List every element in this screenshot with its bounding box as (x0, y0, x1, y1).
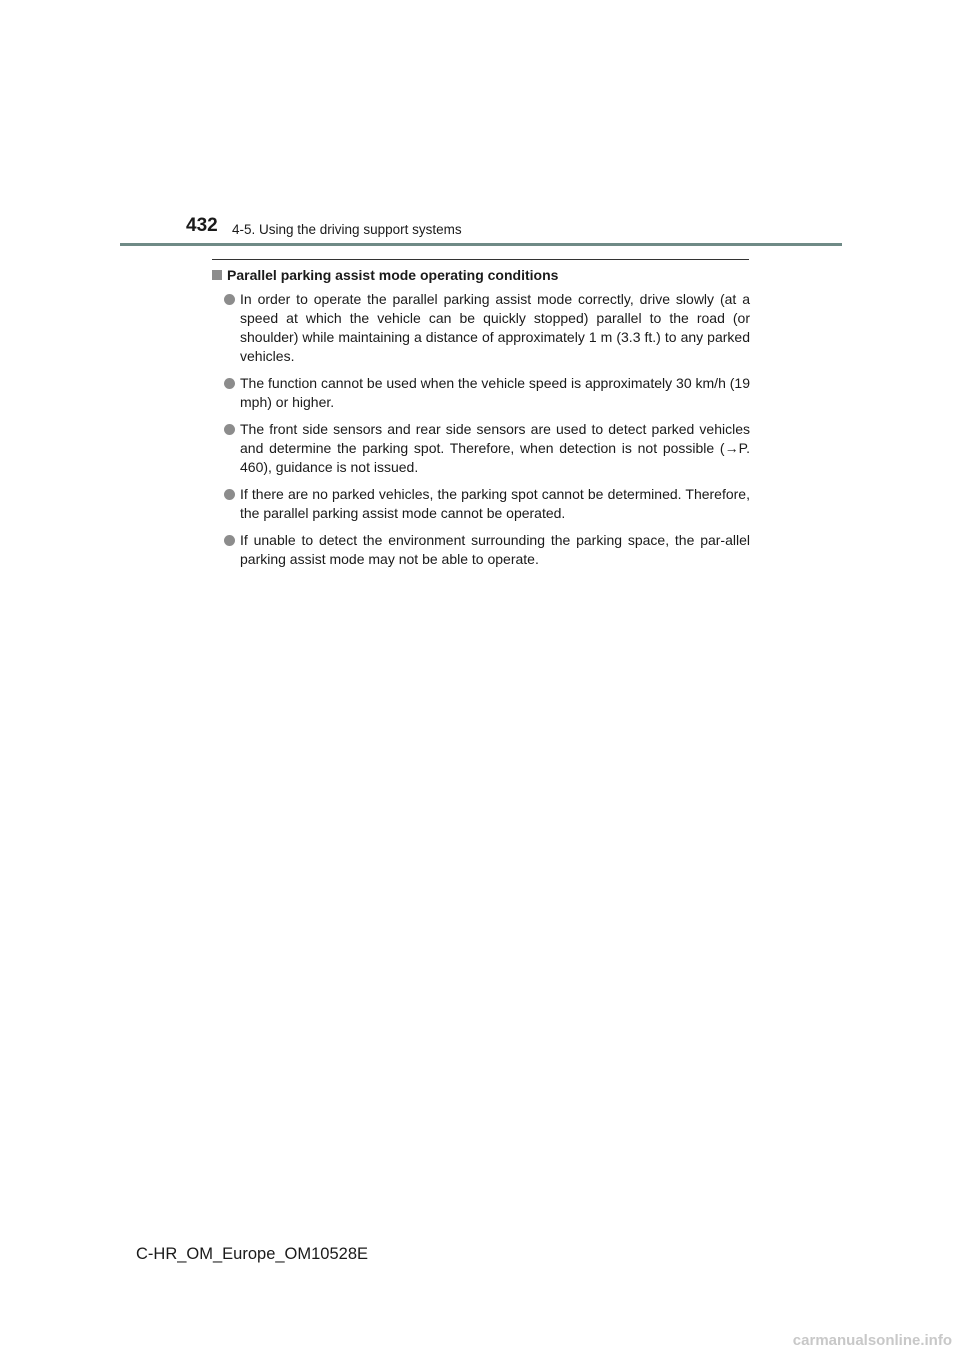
section-title: 4-5. Using the driving support systems (232, 222, 462, 237)
list-item-text: In order to operate the parallel parking assist mode correctly, drive slowly (at a speed at which the vehicle can be quickly stopped) parallel to the road (or shoulder) while maintaining a distance of approximately 1 m (3.3 ft.) to any parked vehicles. (240, 291, 750, 364)
circle-bullet-icon (224, 424, 235, 435)
list-item-text: If unable to detect the environment surrounding the parking space, the par-allel parking assist mode may not be able to operate. (240, 532, 750, 567)
section-heading (212, 267, 752, 283)
circle-bullet-icon (224, 294, 235, 305)
list-item (224, 420, 750, 477)
list-item-text: If there are no parked vehicles, the parking spot cannot be determined. Therefore, the parallel parking assist mode cannot be operated. (240, 486, 750, 521)
list-item-text: The front side sensors and rear side sensors are used to detect parked vehicles and determine the parking spot. Therefore, when detection is not possible (→P. 460), guidance is not issued. (240, 421, 750, 475)
section-heading-text: Parallel parking assist mode operating conditions (227, 267, 559, 283)
list-item (224, 531, 750, 569)
square-bullet-icon (212, 270, 222, 280)
list-item (224, 485, 750, 523)
page-number: 432 (186, 215, 218, 236)
conditions-list (224, 290, 750, 577)
document-id: C-HR_OM_Europe_OM10528E (136, 1245, 369, 1263)
list-item-text: The function cannot be used when the vehicle speed is approximately 30 km/h (19 mph) or higher. (240, 375, 750, 410)
header-rule (120, 243, 842, 246)
list-item (224, 290, 750, 366)
content-divider (212, 259, 749, 260)
list-item (224, 374, 750, 412)
watermark: carmanualsonline.info (792, 1332, 952, 1349)
circle-bullet-icon (224, 378, 235, 389)
circle-bullet-icon (224, 535, 235, 546)
circle-bullet-icon (224, 489, 235, 500)
